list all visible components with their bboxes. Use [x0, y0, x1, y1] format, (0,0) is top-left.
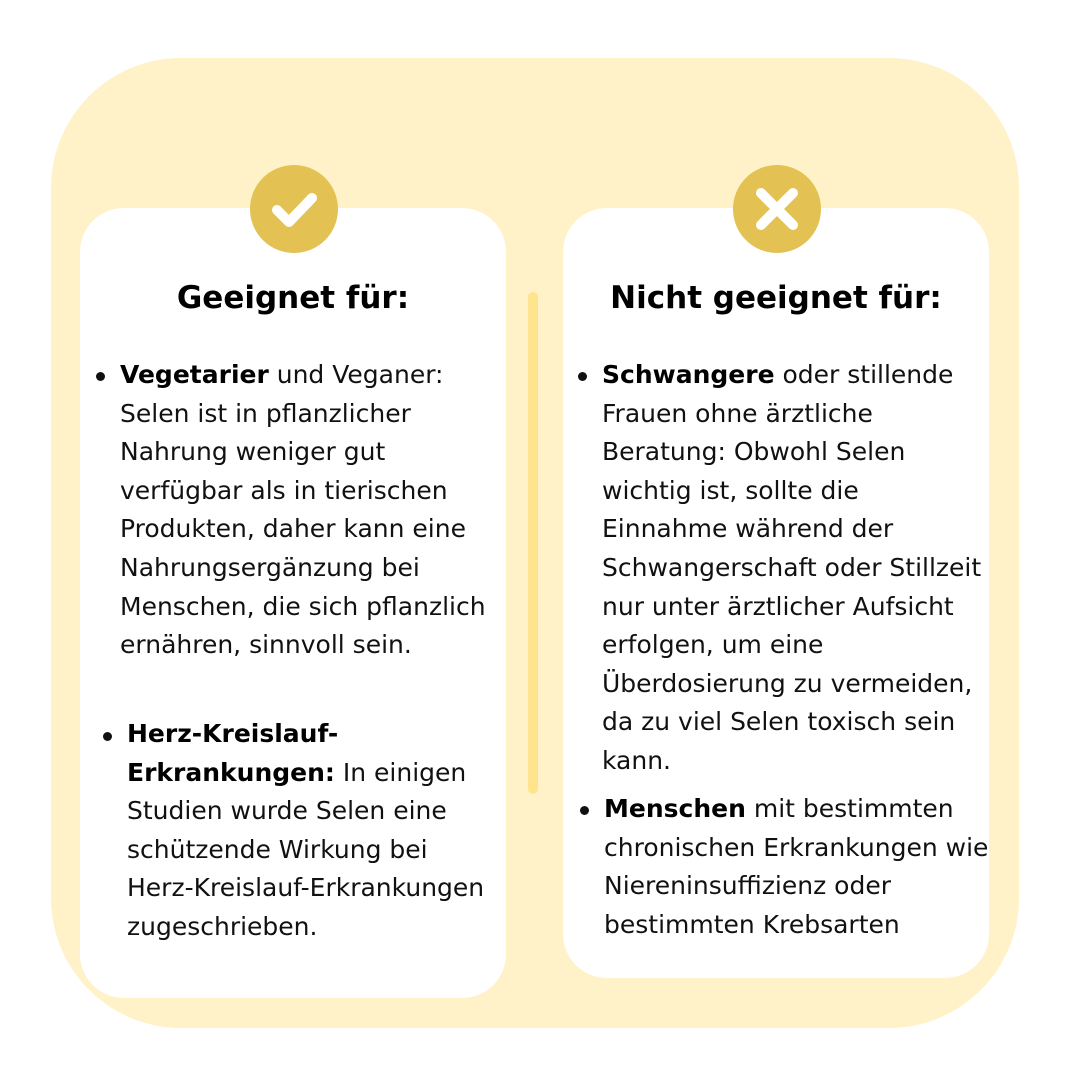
- item-highlight: Herz-Kreislauf-Erkrankungen:: [127, 719, 339, 787]
- item-text: und Veganer: Selen ist in pflanzlicher Nahrung weniger gut verfügbar als in tierischen Produkten, daher kann eine Nahrungsergänzung bei Menschen, die sich pflanzlich ernähren, sinnvoll sein.: [120, 360, 486, 660]
- item-highlight: Menschen: [604, 794, 746, 823]
- bullet: [580, 806, 589, 815]
- item-text: oder stillende Frauen ohne ärztliche Beratung: Obwohl Selen wichtig ist, sollte die Einnahme während der Schwangerschaft oder Stillzeit nur unter ärztlicher Aufsicht erfolgen, um eine Überdosierung zu vermeiden, da zu viel Selen toxisch sein kann.: [602, 360, 982, 775]
- check-badge: [250, 165, 338, 253]
- cross-badge: [733, 165, 821, 253]
- list-item: [604, 790, 992, 944]
- bullet: [96, 372, 105, 381]
- item-highlight: Vegetarier: [120, 360, 269, 389]
- bullet: [103, 732, 112, 741]
- item-text: In einigen Studien wurde Selen eine schützende Wirkung bei Herz-Kreislauf-Erkrankungen zugeschrieben.: [127, 757, 485, 941]
- column-divider: [528, 292, 538, 794]
- bullet: [578, 372, 587, 381]
- unsuitable-heading: Nicht geeignet für:: [610, 280, 942, 316]
- cross-icon: [733, 165, 821, 253]
- item-text: mit bestimmten chronischen Erkrankungen wie Niereninsuffizienz oder bestimmten Krebsarten: [604, 794, 989, 939]
- list-item: [602, 356, 990, 781]
- item-highlight: Schwangere: [602, 360, 775, 389]
- list-item: [127, 715, 499, 947]
- list-item: [120, 356, 512, 665]
- suitable-heading: Geeignet für:: [176, 280, 410, 316]
- check-icon: [250, 165, 338, 253]
